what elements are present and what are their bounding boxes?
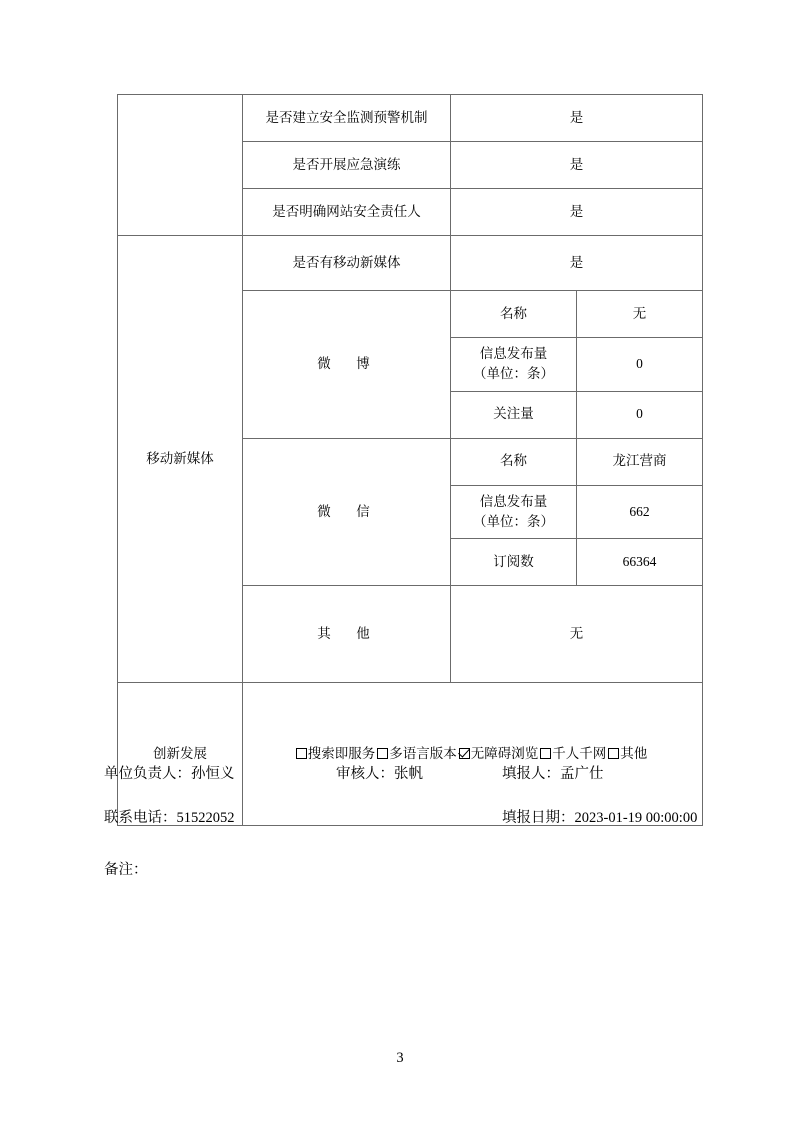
report-table-container	[117, 94, 702, 826]
reviewer-value: 张帆	[394, 766, 423, 782]
field-value-weibo-followers: 0	[577, 391, 703, 438]
row-label-security-warning: 是否建立安全监测预警机制	[243, 95, 451, 142]
field-value-weixin-subscribers: 66364	[577, 539, 703, 586]
date-value: 2023-01-19 00:00:00	[574, 810, 698, 826]
field-label-weibo-posts-line2: （单位：条）	[473, 366, 554, 382]
section-label-mobile-media: 移动新媒体	[118, 236, 243, 683]
reviewer-field	[336, 762, 423, 783]
innovation-option-label-multilang: 多语言版本	[389, 745, 457, 761]
subsection-label-weibo: 微 博	[243, 291, 451, 439]
unit-head-field	[104, 762, 235, 783]
field-value-weixin-name: 龙江营商	[577, 438, 703, 485]
checkbox-icon-personalization[interactable]	[540, 748, 551, 759]
footer-row-contact	[104, 806, 724, 850]
field-label-weibo-followers: 关注量	[451, 391, 577, 438]
reporter-label: 填报人：	[502, 766, 560, 782]
reviewer-label: 审核人：	[336, 766, 394, 782]
innovation-option-search[interactable]	[296, 746, 376, 761]
field-label-weibo-name: 名称	[451, 291, 577, 338]
checkbox-icon-search[interactable]	[296, 748, 307, 759]
field-value-weixin-posts: 662	[577, 485, 703, 539]
innovation-option-label-search: 搜索即服务	[307, 745, 376, 761]
phone-label: 联系电话：	[104, 810, 177, 826]
field-label-weixin-subscribers: 订阅数	[451, 539, 577, 586]
signature-footer	[104, 762, 724, 850]
innovation-option-personalization[interactable]	[540, 746, 606, 761]
remark-label: 备注：	[104, 862, 148, 878]
field-label-weixin-name: 名称	[451, 438, 577, 485]
field-label-weixin-posts-line2: （单位：条）	[473, 513, 554, 529]
unit-head-value: 孙恒义	[191, 766, 235, 782]
subsection-label-weixin: 微 信	[243, 438, 451, 586]
date-field	[502, 806, 697, 827]
row-value-emergency-drill: 是	[451, 142, 703, 189]
innovation-option-label-accessibility: 无障碍浏览	[470, 745, 539, 761]
checkbox-icon-accessibility[interactable]	[459, 748, 470, 759]
innovation-option-label-other: 其他	[620, 745, 648, 761]
reporter-value: 孟广仕	[560, 766, 604, 782]
row-label-has-mobile-media: 是否有移动新媒体	[243, 236, 451, 291]
innovation-option-other[interactable]	[608, 746, 647, 761]
row-label-emergency-drill: 是否开展应急演练	[243, 142, 451, 189]
innovation-option-label-personalization: 千人千网	[552, 745, 607, 761]
subsection-label-other-media: 其 他	[243, 586, 451, 683]
row-value-has-mobile-media: 是	[451, 236, 703, 291]
section-label-innovation: 创新发展	[118, 683, 243, 826]
field-value-weibo-posts: 0	[577, 338, 703, 392]
checkbox-icon-other[interactable]	[608, 748, 619, 759]
table-row	[118, 95, 703, 142]
subsection-value-other-media: 无	[451, 586, 703, 683]
phone-value: 51522052	[176, 810, 235, 826]
table-row	[118, 236, 703, 291]
field-label-weixin-posts	[451, 485, 577, 539]
innovation-option-accessibility[interactable]	[459, 746, 539, 761]
date-label: 填报日期：	[502, 810, 575, 826]
annual-report-table	[117, 94, 703, 826]
field-value-weibo-name: 无	[577, 291, 703, 338]
checkbox-icon-multilang[interactable]	[377, 748, 388, 759]
security-section-blank	[118, 95, 243, 236]
field-label-weibo-posts	[451, 338, 577, 392]
phone-field	[104, 806, 235, 827]
innovation-option-multilang[interactable]	[377, 746, 457, 761]
row-value-security-warning: 是	[451, 95, 703, 142]
row-label-security-owner: 是否明确网站安全责任人	[243, 189, 451, 236]
reporter-field	[502, 762, 604, 783]
footer-row-people	[104, 762, 724, 806]
unit-head-label: 单位负责人：	[104, 766, 191, 782]
page-number: 3	[396, 1050, 404, 1066]
field-label-weixin-posts-line1: 信息发布量	[479, 493, 548, 509]
row-value-security-owner: 是	[451, 189, 703, 236]
field-label-weibo-posts-line1: 信息发布量	[479, 346, 548, 361]
